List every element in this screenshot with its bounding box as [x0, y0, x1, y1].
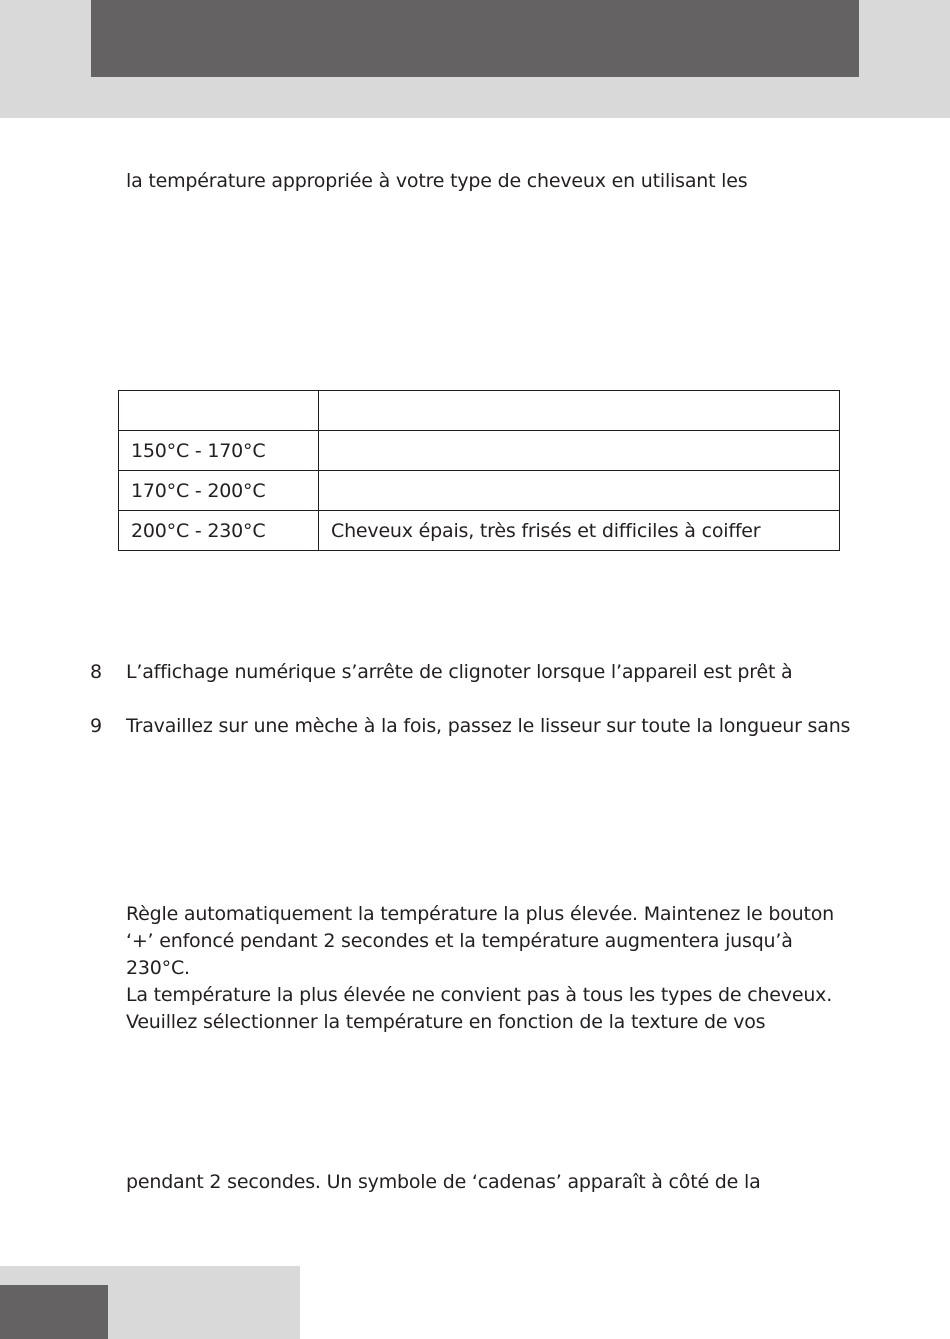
step-text: Travaillez sur une mèche à la fois, passez le lisseur sur toute la longueur sans	[126, 715, 851, 737]
table-cell-hair: Cheveux épais, très frisés et difficiles à coiffer	[319, 511, 840, 551]
table-cell-hair	[319, 431, 840, 471]
page-number-box	[0, 1285, 108, 1339]
step-number: 9	[90, 715, 103, 737]
paragraph-line: Veuillez sélectionner la température en fonction de la texture de vos	[126, 1011, 766, 1033]
lock-line: pendant 2 secondes. Un symbole de ‘cadenas’ apparaît à côté de la	[126, 1171, 761, 1193]
paragraph-line: 230°C.	[126, 957, 190, 979]
temperature-table	[118, 390, 840, 551]
paragraph-line: Règle automatiquement la température la plus élevée. Maintenez le bouton	[126, 903, 835, 925]
table-header-temp	[119, 391, 319, 431]
table-header-hair	[319, 391, 840, 431]
table-header-row	[119, 391, 840, 431]
paragraph-line: La température la plus élevée ne convient pas à tous les types de cheveux.	[126, 984, 833, 1006]
paragraph-line: ‘+’ enfoncé pendant 2 secondes et la température augmentera jusqu’à	[126, 930, 793, 952]
table-cell-temp: 170°C - 200°C	[119, 471, 319, 511]
table-row	[119, 471, 840, 511]
step-text: L’affichage numérique s’arrête de clignoter lorsque l’appareil est prêt à	[126, 661, 793, 683]
table-cell-temp: 150°C - 170°C	[119, 431, 319, 471]
header-bar	[91, 0, 859, 77]
table-cell-temp: 200°C - 230°C	[119, 511, 319, 551]
step-number: 8	[90, 661, 103, 683]
table-cell-hair	[319, 471, 840, 511]
intro-line: la température appropriée à votre type de cheveux en utilisant les	[126, 170, 748, 192]
table-row	[119, 431, 840, 471]
table-row	[119, 511, 840, 551]
